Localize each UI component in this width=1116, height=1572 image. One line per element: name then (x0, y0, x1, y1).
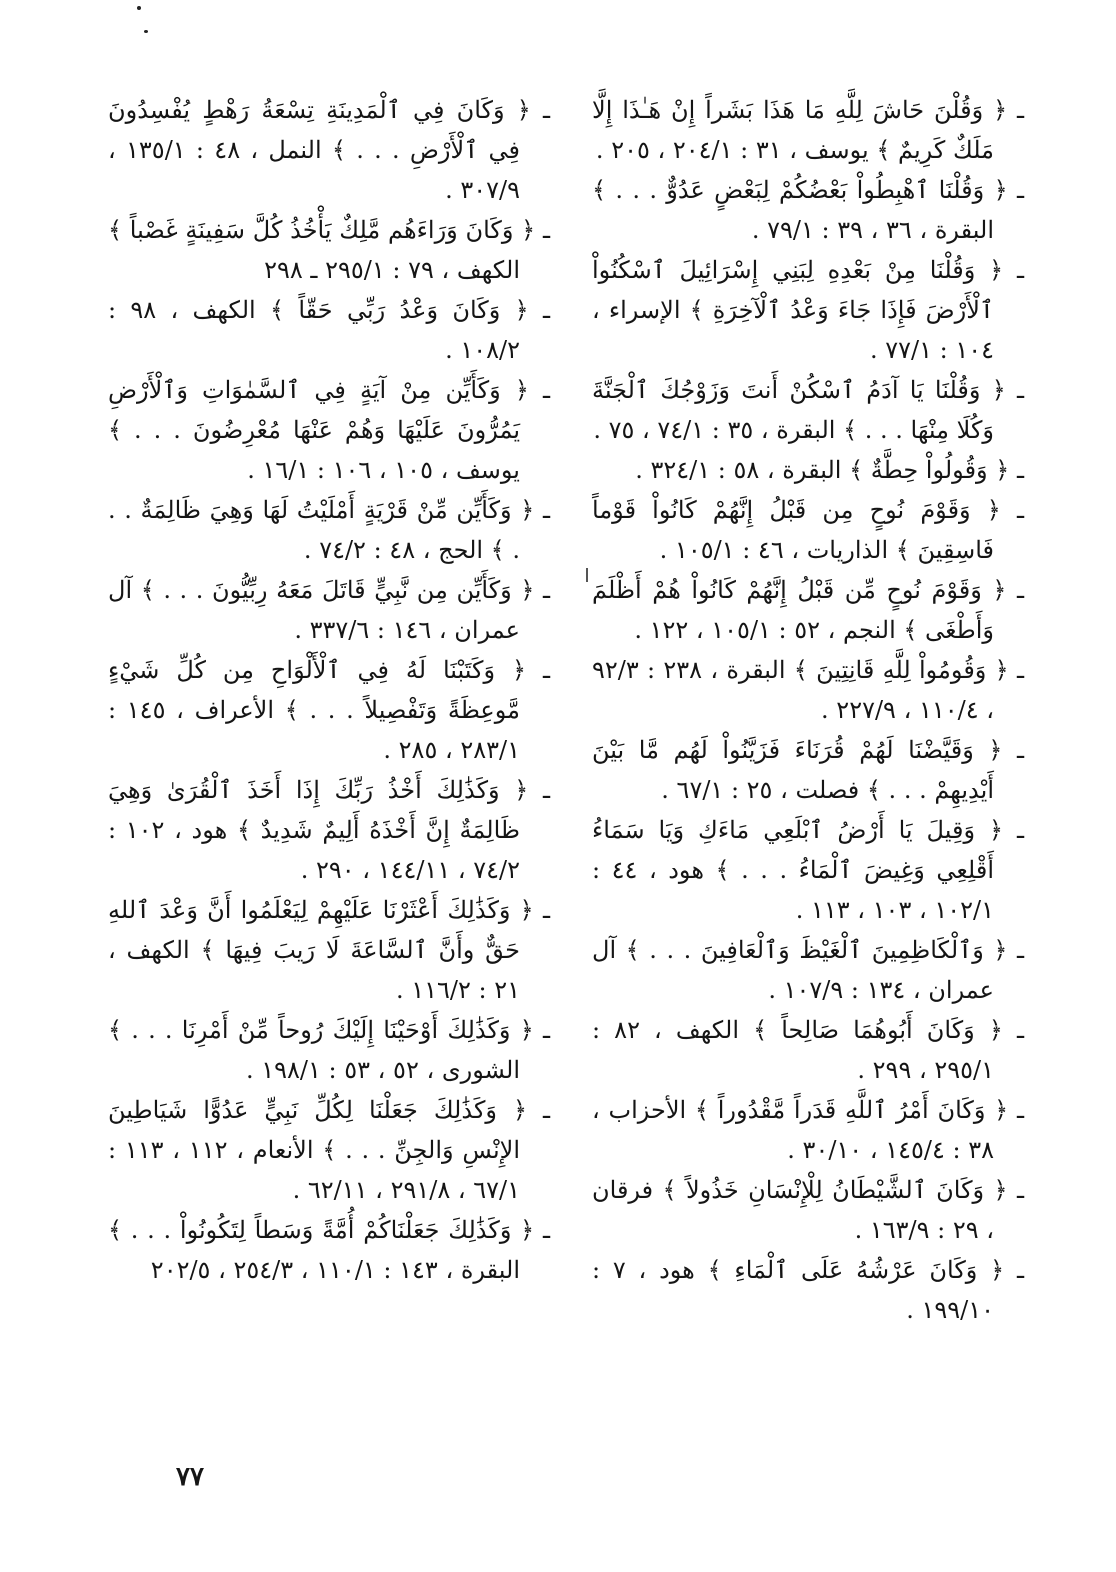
index-entry: ـ ﴿ وَقُلْنَا مِنْ بَعْدِهِ لِبَنِي إِسْرَائِيلَ ٱسْكُنُواْ ٱلْأَرْضَ فَإِذَا جَاءَ وَعْدُ ٱلْآخِرَةِ ﴾ الإسراء ، ١٠٤ : ٧٧/١ . (592, 256, 1024, 364)
index-entry: ـ ﴿ وَكَانَ عَرْشُهُ عَلَى ٱلْمَاءِ ﴾ هود ، ٧ : ١٩٩/١٠ . (592, 1256, 1025, 1324)
index-entry: ـ ﴿ وَقُومُواْ لِلَّهِ قَانِتِينَ ﴾ البقرة ، ٢٣٨ : ٩٢/٣ ، ١١٠/٤ ، ٢٢٧/٩ . (592, 656, 1025, 724)
index-entry: ـ ﴿ وَقَيَّضْنَا لَهُمْ قُرَنَاءَ فَزَيَّنُواْ لَهُم مَّا بَيْنَ أَيْدِيهِمْ . . . ﴾ فصلت ، ٢٥ : ٦٧/١ . (592, 736, 1024, 804)
corner-mark (144, 30, 148, 33)
index-column-left (108, 90, 550, 1290)
index-entry: ـ ﴿ وَكَأَيِّن مِنْ آيَةٍ فِي ٱلسَّمٰوَاتِ وَٱلْأَرْضِ يَمُرُّونَ عَلَيْهَا وَهُمْ عَنْهَا مُعْرِضُونَ . . . ﴾ يوسف ، ١٠٥ ، ١٠٦ : ١٦/١ . (108, 376, 550, 484)
index-column-right (592, 90, 1024, 1330)
index-entry: ـ ﴿ وَكَذَٰلِكَ أَخْذُ رَبِّكَ إِذَا أَخَذَ ٱلْقُرَىٰ وَهِيَ ظَالِمَةٌ إِنَّ أَخْذَهُ أَلِيمٌ شَدِيدٌ ﴾ هود ، ١٠٢ : ٧٤/٢ ، ١٤٤/١١ ، ٢٩٠ . (108, 776, 550, 884)
index-entry: ـ ﴿ وَقَوْمَ نُوحٍ مِّن قَبْلُ إِنَّهُمْ كَانُواْ هُمْ أَظْلَمَ وَأَطْغَى ﴾ النجم ، ٥٢ : ١٠٥/١ ، ١٢٢ . (592, 576, 1024, 644)
index-entry: ـ ﴿ وَقُلْنَا ٱهْبِطُواْ بَعْضُكُمْ لِبَعْضٍ عَدُوٌّ . . . ﴾ البقرة ، ٣٦ ، ٣٩ : ٧٩/١ . (592, 176, 1024, 244)
index-entry: ـ ﴿ وَكَذَٰلِكَ جَعَلْنَاكُمْ أُمَّةً وَسَطاً لِتَكُونُواْ . . . ﴾ البقرة ، ١٤٣ : ١١٠/١ ، ٢٥٤/٣ ، ٢٠٢/٥ (108, 1216, 550, 1284)
index-entry: ـ ﴿ وَكَذَٰلِكَ أَوْحَيْنَا إِلَيْكَ رُوحاً مِّنْ أَمْرِنَا . . . ﴾ الشورى ، ٥٢ ، ٥٣ : ١٩٨/١ . (108, 1016, 550, 1084)
index-entry: ـ ﴿ وَكَانَ أَبُوهُمَا صَالِحاً ﴾ الكهف ، ٨٢ : ٢٩٥/١ ، ٢٩٩ . (592, 1016, 1024, 1084)
index-entry: ـ ﴿ وَقِيلَ يَا أَرْضُ ٱبْلَعِي مَاءَكِ وَيَا سَمَاءُ أَقْلِعِي وَغِيضَ ٱلْمَاءُ . . . ﴾ هود ، ٤٤ : ١٠٢/١ ، ١٠٣ ، ١١٣ . (592, 816, 1024, 924)
index-entry: ـ ﴿ وَكَأَيِّن مِن نَّبِيٍّ قَاتَلَ مَعَهُ رِبِّيُّونَ . . . ﴾ آل عمران ، ١٤٦ : ٣٣٧/٦ . (108, 576, 550, 644)
index-entry: ـ ﴿ وَكَذَٰلِكَ جَعَلْنَا لِكُلِّ نَبِيٍّ عَدُوًّا شَيَاطِينَ الإِنْسِ وَالجِنِّ . . . ﴾ الأنعام ، ١١٢ ، ١١٣ : ٦٧/١ ، ٢٩١/٨ ، ٦٢/١١ . (108, 1096, 550, 1204)
index-entry: ـ ﴿ وَكَانَ ٱلشَّيْطَانُ لِلْإِنْسَانِ خَذُولاً ﴾ فرقان ، ٢٩ : ١٦٣/٩ . (592, 1176, 1024, 1244)
index-entry: ـ ﴿ وَكَانَ وَرَاءَهُم مَّلِكٌ يَأْخُذُ كُلَّ سَفِينَةٍ غَصْباً ﴾ الكهف ، ٧٩ : ٢٩٥/١ ـ ٢٩٨ (108, 216, 550, 284)
index-entry: ـ ﴿ وَقَوْمَ نُوحٍ مِن قَبْلُ إِنَّهُمْ كَانُواْ قَوْماً فَاسِقِينَ ﴾ الذاريات ، ٤٦ : ١٠٥/١ . (592, 496, 1024, 564)
index-entry: ـ ﴿ وَكَانَ أَمْرُ ٱللَّهِ قَدَراً مَّقْدُوراً ﴾ الأحزاب ، ٣٨ : ١٤٥/٤ ، ٣٠/١٠ . (592, 1096, 1024, 1164)
index-entry: ـ ﴿ وَكَذَٰلِكَ أَعْثَرْنَا عَلَيْهِمْ لِيَعْلَمُوا أَنَّ وَعْدَ ٱللهِ حَقٌّ وأَنَّ ٱلسَّاعَةَ لَا رَيبَ فِيهَا ﴾ الكهف ، ٢١ : ١١٦/٢ . (108, 896, 550, 1004)
page-number: ٧٧ (176, 1462, 204, 1492)
index-entry: ـ ﴿ وَٱلْكَاظِمِينَ ٱلْغَيْظَ وَٱلْعَافِينَ . . . ﴾ آل عمران ، ١٣٤ : ١٠٧/٩ . (592, 936, 1024, 1004)
index-entry: ـ ﴿ وَكَانَ فِي ٱلْمَدِينَةِ تِسْعَةُ رَهْطٍ يُفْسِدُونَ فِي ٱلْأَرْضِ . . . ﴾ النمل ، ٤٨ : ١٣٥/١ ، ٣٠٧/٩ . (108, 96, 550, 204)
index-entry: ـ ﴿ وَقُلْنَ حَاشَ لِلَّهِ مَا هَذَا بَشَراً إِنْ هَـٰذَا إِلَّا مَلَكٌ كَرِيمٌ ﴾ يوسف ، ٣١ : ٢٠٤/١ ، ٢٠٥ . (592, 96, 1024, 164)
index-entry: ـ ﴿ وَكَتَبْنَا لَهُ فِي ٱلْأَلْوَاحِ مِن كُلِّ شَيْءٍ مَّوعِظَةً وَتَفْصِيلاً . . . ﴾ الأعراف ، ١٤٥ : ٢٨٣/١ ، ٢٨٥ . (108, 656, 550, 764)
index-entry: ـ ﴿ وَقُلْنَا يَا آدَمُ ٱسْكُنْ أَنتَ وَزَوْجُكَ ٱلْجَنَّةَ وَكُلَا مِنْهَا . . . ﴾ البقرة ، ٣٥ : ٧٤/١ ، ٧٥ . (592, 376, 1024, 444)
corner-mark (137, 6, 141, 10)
index-entry: ـ ﴿ وَكَأَيِّن مِّنْ قَرْيَةٍ أَمْلَيْتُ لَهَا وَهِيَ ظَالِمَةٌ . . . ﴾ الحج ، ٤٨ : ٧٤/٢ . (108, 496, 550, 564)
index-entry: ـ ﴿ وَقُولُواْ حِطَّةٌ ﴾ البقرة ، ٥٨ : ٣٢٤/١ . (635, 456, 1024, 484)
margin-rule (586, 568, 588, 582)
index-entry: ـ ﴿ وَكَانَ وَعْدُ رَبِّي حَقّاً ﴾ الكهف ، ٩٨ : ١٠٨/٢ . (108, 296, 551, 364)
